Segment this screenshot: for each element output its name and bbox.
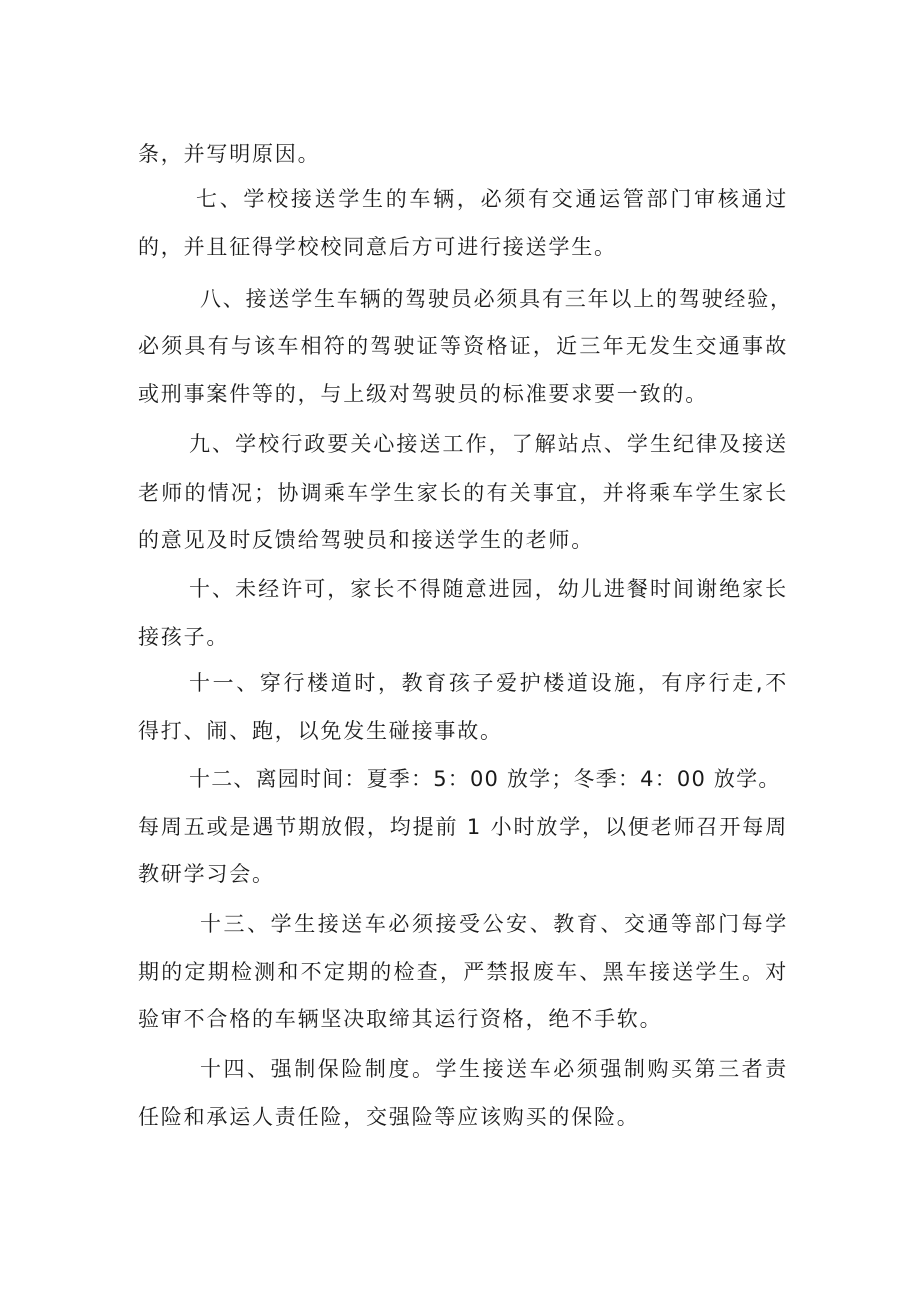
text-line-16: 教研学习会。 [138,862,275,886]
text-line-4: 八、接送学生车辆的驾驶员必须具有三年以上的驾驶经验， [200,287,793,311]
text-line-8: 老师的情况；协调乘车学生家长的有关事宜，并将乘车学生家长 [138,481,788,505]
text-line-19: 验审不合格的车辆坚决取缔其运行资格，绝不手软。 [138,1007,663,1031]
text-line-9: 的意见及时反馈给驾驶员和接送学生的老师。 [138,528,594,552]
text-line-7: 九、学校行政要关心接送工作，了解站点、学生纪律及接送 [189,432,788,456]
text-line-21: 任险和承运人责任险，交强险等应该购买的保险。 [138,1105,640,1129]
text-line-11: 接孩子。 [138,625,230,649]
text-line-5: 必须具有与该车相符的驾驶证等资格证，近三年无发生交通事故 [138,334,788,358]
text-line-13: 得打、闹、跑，以免发生碰接事故。 [138,719,503,743]
text-line-1: 条，并写明原因。 [138,142,321,166]
text-line-12: 十一、穿行楼道时，教育孩子爱护楼道设施，有序行走,不 [189,671,788,695]
text-line-17: 十三、学生接送车必须接受公安、教育、交通等部门每学 [200,912,788,936]
text-line-20: 十四、强制保险制度。学生接送车必须强制购买第三者责 [200,1057,788,1081]
text-line-2: 七、学校接送学生的车辆，必须有交通运管部门审核通过 [196,187,788,211]
text-line-10: 十、未经许可，家长不得随意进园，幼儿进餐时间谢绝家长 [189,577,788,601]
text-line-15: 每周五或是遇节期放假，均提前 1 小时放学，以便老师召开每周 [138,815,788,839]
text-line-6: 或刑事案件等的，与上级对驾驶员的标准要求要一致的。 [138,382,708,406]
text-line-3: 的，并且征得学校校同意后方可进行接送学生。 [138,235,617,259]
text-line-14: 十二、离园时间：夏季：5：00 放学；冬季：4：00 放学。 [189,767,781,791]
text-line-18: 期的定期检测和不定期的检查，严禁报废车、黑车接送学生。对 [138,960,788,984]
